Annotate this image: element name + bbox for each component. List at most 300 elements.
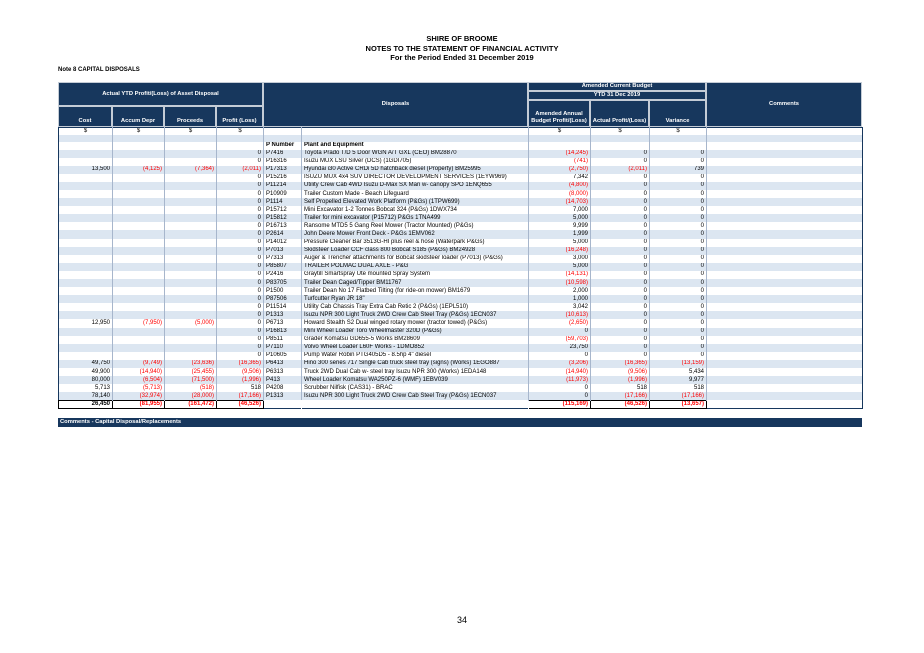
- cell-accum-depr: [113, 311, 165, 319]
- cell-variance: 0: [650, 287, 707, 295]
- cell-p-number: P1114: [264, 198, 302, 206]
- asset-row: [59, 352, 863, 360]
- cell-profit-loss: 0: [217, 295, 264, 303]
- cell-accum-depr: (4,125): [113, 166, 165, 174]
- cell-actual: 0: [591, 263, 650, 271]
- cell-profit-loss: 0: [217, 206, 264, 214]
- cell-budget: (59,703): [529, 336, 591, 344]
- cell-comment: [707, 206, 863, 214]
- header-ytd-period: YTD 31 Dec 2019: [528, 91, 706, 100]
- cell-actual: 0: [591, 198, 650, 206]
- cell-accum-depr: [113, 271, 165, 279]
- header-actual-profit-loss: Actual Profit/(Loss): [590, 100, 649, 127]
- cell-proceeds: [165, 344, 217, 352]
- cell-proceeds: [165, 287, 217, 295]
- cell-budget: (10,613): [529, 311, 591, 319]
- cell-cost: 78,140: [59, 392, 113, 400]
- cell-accum-depr: [113, 263, 165, 271]
- cell-cost: [59, 328, 113, 336]
- cell-proceeds: [165, 311, 217, 319]
- cell-actual: (1,996): [591, 376, 650, 384]
- cell-comment: [707, 271, 863, 279]
- total-budget: (115,169): [529, 400, 591, 409]
- cell-cost: [59, 190, 113, 198]
- cell-profit-loss: (16,365): [217, 360, 264, 368]
- cell-proceeds: [165, 271, 217, 279]
- cell-comment: [707, 255, 863, 263]
- cell-proceeds: [165, 255, 217, 263]
- cell-accum-depr: [113, 247, 165, 255]
- cell-actual: 0: [591, 344, 650, 352]
- asset-row: [59, 376, 863, 384]
- cell-p-number: P10605: [264, 352, 302, 360]
- cell-variance: 0: [650, 344, 707, 352]
- cell-profit-loss: 0: [217, 279, 264, 287]
- cell-comment: [707, 328, 863, 336]
- cell-p-number: P16316: [264, 158, 302, 166]
- cell-proceeds: [165, 214, 217, 222]
- cell-budget: 3,000: [529, 255, 591, 263]
- cell-comment: [707, 319, 863, 327]
- cell-variance: 0: [650, 303, 707, 311]
- asset-row: [59, 319, 863, 327]
- header-variance: Variance: [649, 100, 706, 127]
- cell-p-number: P87506: [264, 295, 302, 303]
- cell-cost: [59, 295, 113, 303]
- currency-cell: $: [591, 128, 650, 136]
- cell-description: Wheel Loader Komatsu WA250PZ-6 (WMF) 1EBV039: [302, 376, 529, 384]
- cell-variance: 518: [650, 384, 707, 392]
- currency-cell: $: [650, 128, 707, 136]
- doc-subtitle: NOTES TO THE STATEMENT OF FINANCIAL ACTIVITY: [365, 43, 559, 53]
- cell-budget: 0: [529, 392, 591, 400]
- cell-budget: 7,000: [529, 206, 591, 214]
- asset-row: [59, 174, 863, 182]
- cell-actual: 0: [591, 311, 650, 319]
- cell-proceeds: [165, 230, 217, 238]
- asset-row: [59, 263, 863, 271]
- cell-proceeds: (71,500): [165, 376, 217, 384]
- asset-row: [59, 368, 863, 376]
- cell-comment: [707, 352, 863, 360]
- cell-actual: 0: [591, 158, 650, 166]
- cell-accum-depr: [113, 206, 165, 214]
- cell-accum-depr: [113, 352, 165, 360]
- cell-description: Howard Stealth S2 Dual winged rotary mower (tractor towed) (P&Gs): [302, 319, 529, 327]
- cell-variance: 0: [650, 206, 707, 214]
- page-number: 34: [456, 615, 467, 625]
- cell-cost: 80,000: [59, 376, 113, 384]
- asset-row: [59, 190, 863, 198]
- sub-header-p-number: P Number: [264, 142, 302, 150]
- cell-proceeds: (28,000): [165, 392, 217, 400]
- cell-actual: 518: [591, 384, 650, 392]
- asset-row: [59, 166, 863, 174]
- sub-header-plant: Plant and Equipment: [302, 142, 529, 150]
- cell-actual: 0: [591, 279, 650, 287]
- cell-profit-loss: (17,166): [217, 392, 264, 400]
- cell-accum-depr: [113, 239, 165, 247]
- asset-row: [59, 255, 863, 263]
- cell-proceeds: (7,364): [165, 166, 217, 174]
- cell-cost: [59, 344, 113, 352]
- cell-cost: 49,900: [59, 368, 113, 376]
- cell-profit-loss: 0: [217, 158, 264, 166]
- cell-comment: [707, 214, 863, 222]
- cell-cost: 5,713: [59, 384, 113, 392]
- cell-cost: [59, 150, 113, 158]
- cell-actual: (17,166): [591, 392, 650, 400]
- cell-p-number: P7013: [264, 247, 302, 255]
- cell-variance: 0: [650, 150, 707, 158]
- asset-row: [59, 360, 863, 368]
- cell-proceeds: [165, 336, 217, 344]
- cell-cost: [59, 287, 113, 295]
- cell-profit-loss: 0: [217, 198, 264, 206]
- cell-actual: 0: [591, 303, 650, 311]
- cell-proceeds: (5,000): [165, 319, 217, 327]
- cell-comment: [707, 336, 863, 344]
- sub-header-row: [59, 142, 863, 150]
- table-body-grid: [58, 127, 863, 409]
- cell-variance: 0: [650, 336, 707, 344]
- cell-p-number: P4208: [264, 384, 302, 392]
- cell-p-number: P83705: [264, 279, 302, 287]
- cell-p-number: P7416: [264, 150, 302, 158]
- cell-accum-depr: [113, 230, 165, 238]
- cell-variance: 0: [650, 182, 707, 190]
- table-body: [59, 150, 863, 401]
- cell-actual: 0: [591, 239, 650, 247]
- cell-variance: 0: [650, 255, 707, 263]
- cell-profit-loss: 0: [217, 230, 264, 238]
- asset-row: [59, 303, 863, 311]
- header-proceeds: Proceeds: [164, 106, 216, 127]
- asset-row: [59, 344, 863, 352]
- cell-description: Mini Wheel Loader Toro Wheelmaster 320D (P&Gs): [302, 328, 529, 336]
- cell-actual: (2,011): [591, 166, 650, 174]
- currency-cell: $: [217, 128, 264, 136]
- cell-p-number: P15712: [264, 206, 302, 214]
- header-profit-loss: Profit (Loss): [216, 106, 263, 127]
- cell-variance: 5,434: [650, 368, 707, 376]
- currency-cell: $: [113, 128, 165, 136]
- asset-row: [59, 150, 863, 158]
- cell-comment: [707, 263, 863, 271]
- cell-actual: 0: [591, 150, 650, 158]
- cell-variance: (17,166): [650, 392, 707, 400]
- cell-comment: [707, 360, 863, 368]
- cell-description: Mini Excavator 1-2 Tonnes Bobcat 324 (P&Gs) 1DWX734: [302, 206, 529, 214]
- cell-budget: (3,206): [529, 360, 591, 368]
- cell-p-number: P6713: [264, 319, 302, 327]
- cell-description: Volvo Wheel Loader L60F Works - 1DMO852: [302, 344, 529, 352]
- cell-variance: 0: [650, 214, 707, 222]
- asset-row: [59, 328, 863, 336]
- header-actual-ytd-section: Actual YTD Profit/(Loss) of Asset Disposal: [58, 82, 263, 106]
- cell-actual: 0: [591, 174, 650, 182]
- asset-row: [59, 198, 863, 206]
- cell-comment: [707, 247, 863, 255]
- asset-row: [59, 222, 863, 230]
- cell-p-number: P11214: [264, 182, 302, 190]
- cell-description: Auger & Trencher attachments for Bobcat skidsteer loader (P7013) (P&Gs): [302, 255, 529, 263]
- header-comments: Comments: [706, 82, 862, 127]
- cell-proceeds: [165, 198, 217, 206]
- asset-row: [59, 311, 863, 319]
- cell-comment: [707, 311, 863, 319]
- cell-description: Pump Water Robin PTG405D5 - 8.5hp 4" diesel: [302, 352, 529, 360]
- cell-description: Truck 2WD Dual Cab w- steel tray Isuzu NPR 300 (Works) 1EDA148: [302, 368, 529, 376]
- cell-comment: [707, 279, 863, 287]
- cell-budget: (14,940): [529, 368, 591, 376]
- cell-cost: [59, 271, 113, 279]
- cell-p-number: P14012: [264, 239, 302, 247]
- header-amended-current-budget: Amended Current Budget: [528, 82, 706, 91]
- cell-profit-loss: (1,996): [217, 376, 264, 384]
- currency-cell: $: [59, 128, 113, 136]
- cell-comment: [707, 368, 863, 376]
- cell-budget: 5,000: [529, 239, 591, 247]
- cell-description: John Deere Mower Front Deck - P&Gs 1EMV062: [302, 230, 529, 238]
- cell-description: Toyota Prado T/D 5 Door WGN A/T GXL (CEO) BM28870: [302, 150, 529, 158]
- cell-comment: [707, 166, 863, 174]
- cell-comment: [707, 344, 863, 352]
- cell-comment: [707, 190, 863, 198]
- cell-p-number: P7313: [264, 255, 302, 263]
- cell-variance: 0: [650, 295, 707, 303]
- note-title: Note 8 CAPITAL DISPOSALS: [58, 67, 140, 73]
- cell-comment: [707, 158, 863, 166]
- cell-accum-depr: [113, 174, 165, 182]
- asset-row: [59, 392, 863, 400]
- cell-cost: [59, 311, 113, 319]
- cell-p-number: P6413: [264, 360, 302, 368]
- cell-actual: 0: [591, 206, 650, 214]
- cell-accum-depr: [113, 182, 165, 190]
- cell-profit-loss: 0: [217, 182, 264, 190]
- cell-p-number: P2416: [264, 271, 302, 279]
- cell-variance: 0: [650, 271, 707, 279]
- asset-row: [59, 287, 863, 295]
- cell-cost: [59, 206, 113, 214]
- cell-actual: (16,365): [591, 360, 650, 368]
- cell-budget: (2,650): [529, 319, 591, 327]
- cell-cost: 49,750: [59, 360, 113, 368]
- cell-actual: 0: [591, 271, 650, 279]
- cell-comment: [707, 150, 863, 158]
- asset-row: [59, 182, 863, 190]
- cell-cost: 13,500: [59, 166, 113, 174]
- cell-variance: 0: [650, 263, 707, 271]
- cell-accum-depr: [113, 303, 165, 311]
- cell-proceeds: [165, 206, 217, 214]
- cell-accum-depr: [113, 158, 165, 166]
- cell-variance: (13,159): [650, 360, 707, 368]
- cell-proceeds: [165, 182, 217, 190]
- cell-cost: [59, 263, 113, 271]
- asset-row: [59, 239, 863, 247]
- cell-p-number: P16713: [264, 222, 302, 230]
- cell-p-number: P85807: [264, 263, 302, 271]
- total-actual: (46,526): [591, 400, 650, 409]
- cell-budget: (4,800): [529, 182, 591, 190]
- cell-cost: [59, 158, 113, 166]
- cell-comment: [707, 239, 863, 247]
- cell-cost: [59, 222, 113, 230]
- cell-accum-depr: (9,749): [113, 360, 165, 368]
- cell-proceeds: [165, 328, 217, 336]
- cell-comment: [707, 198, 863, 206]
- cell-description: Grader Komatsu GD655-5 Works BM28609: [302, 336, 529, 344]
- cell-comment: [707, 295, 863, 303]
- cell-accum-depr: [113, 344, 165, 352]
- org-name: SHIRE OF BROOME: [426, 34, 498, 43]
- cell-proceeds: (23,636): [165, 360, 217, 368]
- cell-variance: 9,977: [650, 376, 707, 384]
- cell-variance: 0: [650, 158, 707, 166]
- cell-comment: [707, 222, 863, 230]
- cell-description: Utility Cab Chassis Tray Extra Cab Retic 2 (P&Gs) (1EPL510): [302, 303, 529, 311]
- cell-accum-depr: [113, 222, 165, 230]
- cell-p-number: P1500: [264, 287, 302, 295]
- cell-description: Hino 300 series 717 Single Cab truck steel tray (signs) (Works) 1EGO887: [302, 360, 529, 368]
- doc-period: For the Period Ended 31 December 2019: [390, 53, 534, 62]
- cell-budget: (14,131): [529, 271, 591, 279]
- cell-profit-loss: 0: [217, 239, 264, 247]
- cell-profit-loss: 0: [217, 344, 264, 352]
- total-proceeds: (161,472): [165, 400, 217, 409]
- cell-variance: 0: [650, 328, 707, 336]
- cell-accum-depr: (6,504): [113, 376, 165, 384]
- cell-variance: 0: [650, 174, 707, 182]
- total-variance: (13,657): [650, 400, 707, 409]
- cell-budget: (10,598): [529, 279, 591, 287]
- asset-row: [59, 279, 863, 287]
- cell-proceeds: [165, 158, 217, 166]
- cell-profit-loss: 0: [217, 303, 264, 311]
- cell-comment: [707, 384, 863, 392]
- total-accum-depr: (81,955): [113, 400, 165, 409]
- cell-profit-loss: 0: [217, 287, 264, 295]
- cell-cost: [59, 255, 113, 263]
- cell-cost: [59, 198, 113, 206]
- cell-p-number: P17313: [264, 166, 302, 174]
- cell-actual: (9,506): [591, 368, 650, 376]
- currency-cell: $: [529, 128, 591, 136]
- cell-profit-loss: 0: [217, 263, 264, 271]
- cell-budget: 0: [529, 384, 591, 392]
- cell-budget: 1,000: [529, 295, 591, 303]
- cell-description: TRAILER POLMAC DUAL AXLE - P&G: [302, 263, 529, 271]
- cell-description: Trailer Custom Made - Beach Lifeguard: [302, 190, 529, 198]
- cell-accum-depr: (7,950): [113, 319, 165, 327]
- header-cost: Cost: [58, 106, 112, 127]
- cell-cost: [59, 182, 113, 190]
- cell-p-number: P15216: [264, 174, 302, 182]
- cell-description: Skidsteer Loader CCF class 800 Bobcat S185 (P&Gs) BM24928: [302, 247, 529, 255]
- cell-proceeds: (518): [165, 384, 217, 392]
- cell-profit-loss: 0: [217, 214, 264, 222]
- cell-actual: 0: [591, 255, 650, 263]
- cell-profit-loss: 0: [217, 247, 264, 255]
- cell-description: Trailer Dean No 17 Flatbed Tilting (for ride-on mower) BM1679: [302, 287, 529, 295]
- cell-budget: 7,342: [529, 174, 591, 182]
- cell-proceeds: [165, 303, 217, 311]
- cell-variance: 0: [650, 279, 707, 287]
- cell-p-number: P7110: [264, 344, 302, 352]
- cell-actual: 0: [591, 222, 650, 230]
- asset-row: [59, 336, 863, 344]
- cell-actual: 0: [591, 190, 650, 198]
- cell-accum-depr: [113, 336, 165, 344]
- cell-profit-loss: 518: [217, 384, 264, 392]
- cell-cost: [59, 352, 113, 360]
- cell-budget: 3,042: [529, 303, 591, 311]
- cell-profit-loss: 0: [217, 271, 264, 279]
- cell-comment: [707, 303, 863, 311]
- cell-p-number: P1313: [264, 311, 302, 319]
- cell-variance: 0: [650, 352, 707, 360]
- cell-description: Trailer Dean Caged/Tipper BM11767: [302, 279, 529, 287]
- cell-profit-loss: 0: [217, 336, 264, 344]
- table-header: [58, 82, 862, 127]
- cell-proceeds: [165, 279, 217, 287]
- cell-budget: (8,000): [529, 190, 591, 198]
- cell-budget: 0: [529, 328, 591, 336]
- cell-profit-loss: 0: [217, 352, 264, 360]
- cell-profit-loss: (9,506): [217, 368, 264, 376]
- cell-description: Hyundai i30 Active CRDi 5D hatchback diesel (Property) BM25995: [302, 166, 529, 174]
- cell-accum-depr: [113, 214, 165, 222]
- cell-cost: [59, 336, 113, 344]
- cell-variance: 0: [650, 239, 707, 247]
- asset-row: [59, 214, 863, 222]
- cell-comment: [707, 182, 863, 190]
- cell-proceeds: [165, 239, 217, 247]
- cell-p-number: P6313: [264, 368, 302, 376]
- capital-disposals-table: [58, 82, 862, 409]
- cell-proceeds: [165, 174, 217, 182]
- cell-p-number: P16813: [264, 328, 302, 336]
- cell-actual: 0: [591, 214, 650, 222]
- cell-accum-depr: [113, 328, 165, 336]
- cell-description: Isuzu NPR 300 Light Truck 2WD Crew Cab Steel Tray (P&Gs) 1ECN037: [302, 392, 529, 400]
- cell-variance: 0: [650, 222, 707, 230]
- cell-p-number: P413: [264, 376, 302, 384]
- cell-actual: 0: [591, 319, 650, 327]
- cell-budget: (741): [529, 158, 591, 166]
- cell-description: Self Propelled Elevated Work Platform (P&Gs) (1TPW699): [302, 198, 529, 206]
- cell-p-number: P11514: [264, 303, 302, 311]
- cell-accum-depr: (14,940): [113, 368, 165, 376]
- cell-accum-depr: [113, 255, 165, 263]
- cell-proceeds: [165, 247, 217, 255]
- cell-accum-depr: [113, 198, 165, 206]
- cell-p-number: P8511: [264, 336, 302, 344]
- cell-budget: 0: [529, 352, 591, 360]
- cell-p-number: P1313: [264, 392, 302, 400]
- cell-variance: 0: [650, 311, 707, 319]
- cell-profit-loss: 0: [217, 328, 264, 336]
- cell-accum-depr: (32,974): [113, 392, 165, 400]
- cell-profit-loss: 0: [217, 174, 264, 182]
- cell-budget: (14,703): [529, 198, 591, 206]
- cell-actual: 0: [591, 287, 650, 295]
- cell-actual: 0: [591, 328, 650, 336]
- cell-variance: 739: [650, 166, 707, 174]
- cell-proceeds: [165, 352, 217, 360]
